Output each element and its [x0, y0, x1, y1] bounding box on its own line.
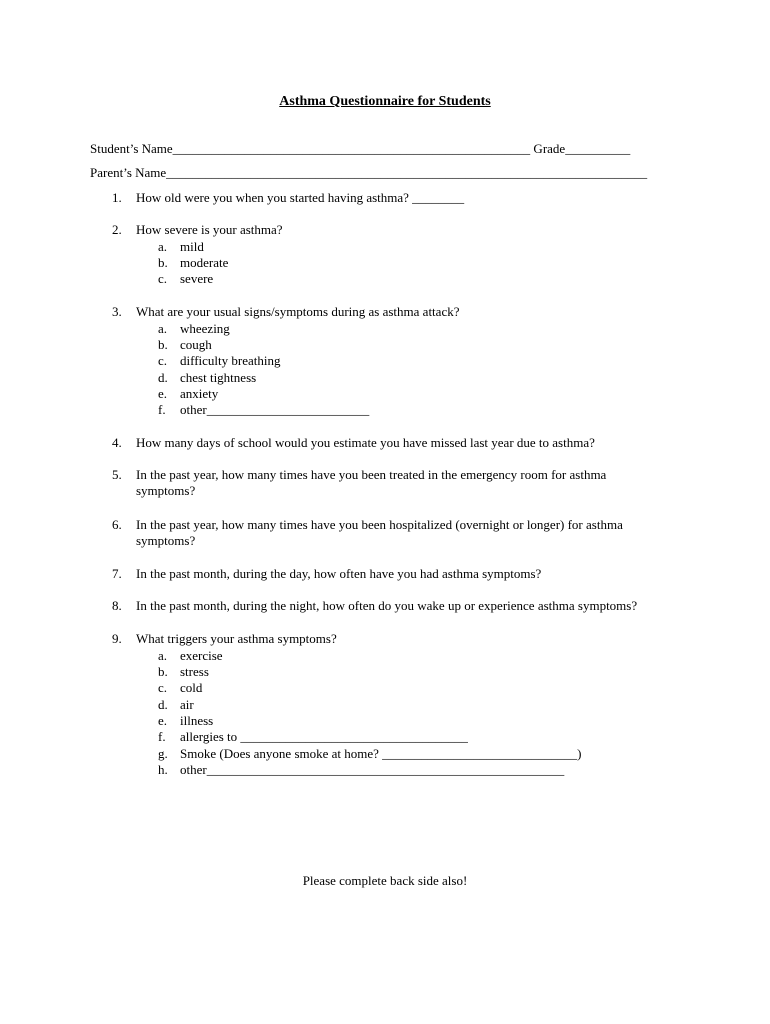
option-letter: g.: [158, 746, 168, 761]
option-letter: b.: [158, 664, 168, 679]
option-letter: b.: [158, 255, 168, 270]
student-name-line: Student’s Name_______________________________________________________ Grade__________: [90, 141, 631, 156]
option-letter: c.: [158, 353, 168, 368]
question-1-text: How old were you when you started having asthma? ________: [136, 190, 465, 205]
option-letter: b.: [158, 337, 168, 352]
question-6-number: 6.: [112, 517, 122, 532]
page-title: Asthma Questionnaire for Students: [279, 94, 491, 109]
option-letter: e.: [158, 713, 168, 728]
option-letter: a.: [158, 321, 168, 336]
option-letter: a.: [158, 239, 168, 254]
option-letter: d.: [158, 370, 168, 385]
option-letter: c.: [158, 271, 168, 286]
option-text: cough: [180, 337, 212, 352]
option-letter: e.: [158, 386, 168, 401]
option-letter: f.: [158, 729, 166, 744]
question-3-text: What are your usual signs/symptoms during as asthma attack?: [136, 304, 460, 319]
question-4-number: 4.: [112, 435, 122, 450]
question-7-number: 7.: [112, 566, 122, 581]
question-1-number: 1.: [112, 190, 122, 205]
option-text: stress: [180, 664, 209, 679]
question-5-number: 5.: [112, 467, 122, 482]
option-text: illness: [180, 713, 214, 728]
parent-name-line: Parent’s Name__________________________________________________________________________: [90, 165, 648, 180]
option-text: severe: [180, 271, 214, 286]
option-text: air: [180, 697, 194, 712]
option-text: wheezing: [180, 321, 230, 336]
question-5-text: In the past year, how many times have you been treated in the emergency room for asthma symptoms?: [136, 467, 607, 498]
option-text: anxiety: [180, 386, 219, 401]
question-4-text: How many days of school would you estimate you have missed last year due to asthma?: [136, 435, 595, 450]
question-8-text: In the past month, during the night, how often do you wake up or experience asthma symptoms?: [136, 598, 638, 613]
question-7-text: In the past month, during the day, how often have you had asthma symptoms?: [136, 566, 542, 581]
question-3-number: 3.: [112, 304, 122, 319]
option-letter: c.: [158, 680, 168, 695]
question-2-number: 2.: [112, 222, 122, 237]
option-text: other_________________________: [180, 402, 370, 417]
option-text: chest tightness: [180, 370, 257, 385]
option-letter: a.: [158, 648, 168, 663]
option-text: allergies to ___________________________________: [180, 729, 468, 744]
option-text: cold: [180, 680, 203, 695]
option-text: other_______________________________________________________: [180, 762, 565, 777]
question-9-number: 9.: [112, 631, 122, 646]
question-8-number: 8.: [112, 598, 122, 613]
option-letter: d.: [158, 697, 168, 712]
option-letter: h.: [158, 762, 168, 777]
option-text: exercise: [180, 648, 223, 663]
option-text: moderate: [180, 255, 229, 270]
question-9-text: What triggers your asthma symptoms?: [136, 631, 337, 646]
option-text: mild: [180, 239, 204, 254]
option-text: Smoke (Does anyone smoke at home? ______________________________): [180, 746, 582, 761]
question-2-text: How severe is your asthma?: [136, 222, 283, 237]
question-6-text: In the past year, how many times have you been hospitalized (overnight or longer) for asthma symptoms?: [136, 517, 623, 548]
option-text: difficulty breathing: [180, 353, 281, 368]
footer-note: Please complete back side also!: [302, 873, 468, 888]
option-letter: f.: [158, 402, 166, 417]
